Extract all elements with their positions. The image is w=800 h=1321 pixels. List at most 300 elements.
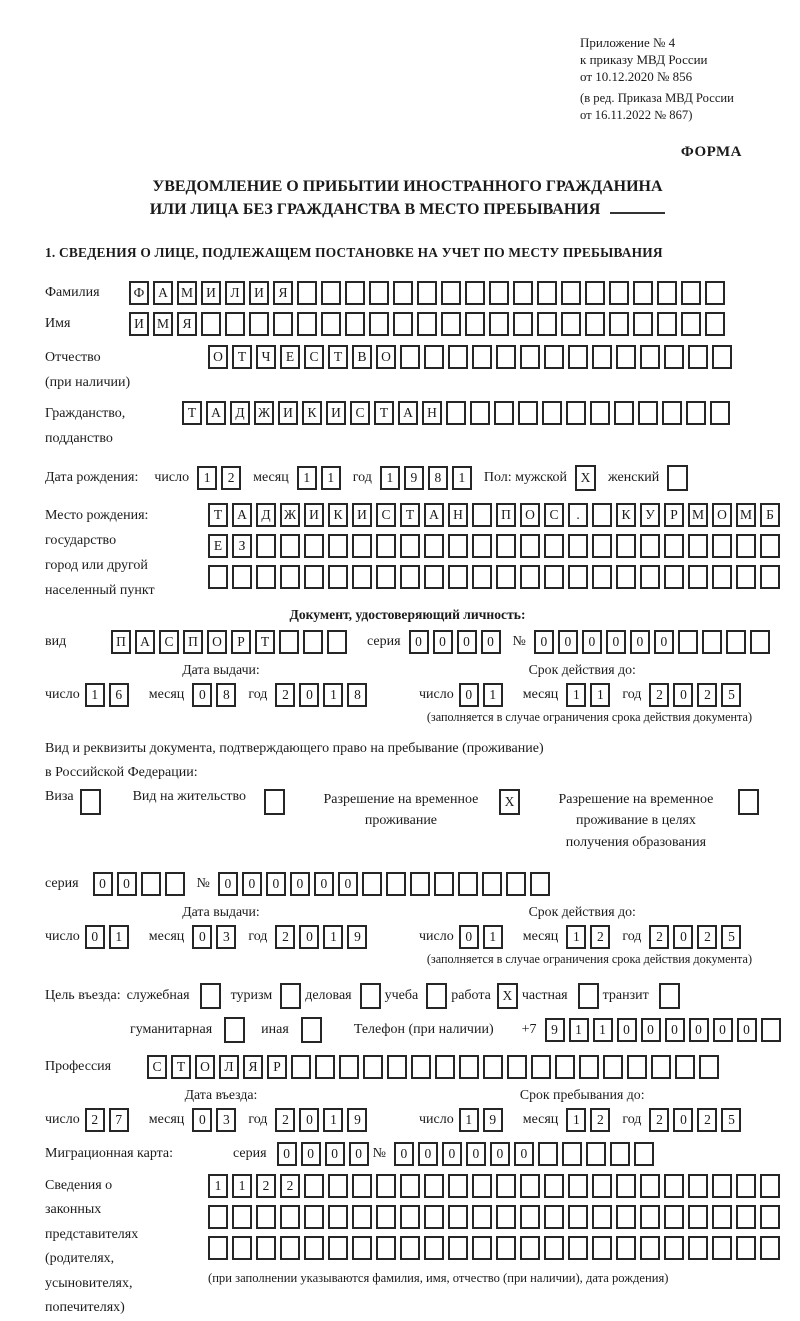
char-cell[interactable]: 1 <box>569 1018 589 1042</box>
char-cell[interactable] <box>712 1174 732 1198</box>
char-cell[interactable]: Ж <box>280 503 300 527</box>
char-cell[interactable] <box>201 312 221 336</box>
char-cell[interactable] <box>566 401 586 425</box>
char-cell[interactable]: 0 <box>606 630 626 654</box>
char-cell[interactable] <box>232 565 252 589</box>
char-cell[interactable] <box>393 312 413 336</box>
char-cell[interactable] <box>304 534 324 558</box>
char-cell[interactable]: Е <box>208 534 228 558</box>
char-cell[interactable]: Ф <box>129 281 149 305</box>
char-cell[interactable]: 0 <box>713 1018 733 1042</box>
char-cell[interactable] <box>352 1174 372 1198</box>
char-cell[interactable] <box>339 1055 359 1079</box>
char-cell[interactable]: У <box>640 503 660 527</box>
char-cell[interactable]: 1 <box>566 1108 586 1132</box>
char-cell[interactable]: Д <box>256 503 276 527</box>
char-cell[interactable] <box>376 1236 396 1260</box>
id-issue-day-grid[interactable] <box>85 683 133 707</box>
char-cell[interactable] <box>256 1236 276 1260</box>
given-name-grid[interactable] <box>129 312 729 336</box>
char-cell[interactable]: 9 <box>347 1108 367 1132</box>
char-cell[interactable]: И <box>304 503 324 527</box>
char-cell[interactable]: 0 <box>641 1018 661 1042</box>
char-cell[interactable] <box>640 534 660 558</box>
purpose-other-checkbox[interactable] <box>301 1017 326 1043</box>
char-cell[interactable] <box>424 1236 444 1260</box>
char-cell[interactable] <box>301 1017 322 1043</box>
char-cell[interactable] <box>345 312 365 336</box>
char-cell[interactable] <box>592 565 612 589</box>
char-cell[interactable] <box>562 1142 582 1166</box>
char-cell[interactable] <box>494 401 514 425</box>
char-cell[interactable]: Б <box>760 503 780 527</box>
char-cell[interactable]: 0 <box>459 683 479 707</box>
char-cell[interactable]: 2 <box>275 925 295 949</box>
char-cell[interactable] <box>678 630 698 654</box>
char-cell[interactable] <box>664 345 684 369</box>
char-cell[interactable] <box>303 630 323 654</box>
char-cell[interactable] <box>633 281 653 305</box>
char-cell[interactable]: Р <box>664 503 684 527</box>
char-cell[interactable]: Т <box>171 1055 191 1079</box>
char-cell[interactable]: 2 <box>275 683 295 707</box>
char-cell[interactable] <box>592 1174 612 1198</box>
char-cell[interactable] <box>520 1174 540 1198</box>
char-cell[interactable]: М <box>177 281 197 305</box>
char-cell[interactable]: X <box>497 983 518 1009</box>
char-cell[interactable] <box>424 1174 444 1198</box>
char-cell[interactable] <box>712 345 732 369</box>
char-cell[interactable]: Д <box>230 401 250 425</box>
char-cell[interactable]: 2 <box>697 925 717 949</box>
char-cell[interactable] <box>531 1055 551 1079</box>
entry-year-grid[interactable] <box>275 1108 371 1132</box>
char-cell[interactable]: 2 <box>697 683 717 707</box>
char-cell[interactable]: К <box>302 401 322 425</box>
char-cell[interactable]: 0 <box>481 630 501 654</box>
char-cell[interactable] <box>761 1018 781 1042</box>
char-cell[interactable]: 1 <box>452 466 472 490</box>
char-cell[interactable] <box>518 401 538 425</box>
char-cell[interactable]: И <box>278 401 298 425</box>
char-cell[interactable]: М <box>736 503 756 527</box>
char-cell[interactable]: 0 <box>630 630 650 654</box>
sex-female-checkbox[interactable] <box>667 465 692 491</box>
char-cell[interactable] <box>472 345 492 369</box>
char-cell[interactable] <box>496 1174 516 1198</box>
permit-issue-day-grid[interactable] <box>85 925 133 949</box>
char-cell[interactable] <box>434 872 454 896</box>
char-cell[interactable] <box>304 1236 324 1260</box>
char-cell[interactable]: О <box>208 345 228 369</box>
char-cell[interactable] <box>256 1205 276 1229</box>
char-cell[interactable] <box>489 281 509 305</box>
char-cell[interactable] <box>568 1236 588 1260</box>
char-cell[interactable]: 0 <box>534 630 554 654</box>
char-cell[interactable]: 0 <box>737 1018 757 1042</box>
char-cell[interactable] <box>465 312 485 336</box>
char-cell[interactable]: 0 <box>192 683 212 707</box>
char-cell[interactable] <box>465 281 485 305</box>
char-cell[interactable] <box>328 534 348 558</box>
char-cell[interactable] <box>280 1236 300 1260</box>
char-cell[interactable]: 1 <box>323 683 343 707</box>
char-cell[interactable] <box>659 983 680 1009</box>
permit-number-grid[interactable] <box>218 872 554 896</box>
char-cell[interactable]: 2 <box>275 1108 295 1132</box>
char-cell[interactable]: 0 <box>85 925 105 949</box>
char-cell[interactable]: Р <box>231 630 251 654</box>
char-cell[interactable] <box>424 345 444 369</box>
char-cell[interactable] <box>537 312 557 336</box>
char-cell[interactable]: 9 <box>545 1018 565 1042</box>
char-cell[interactable]: 0 <box>277 1142 297 1166</box>
char-cell[interactable] <box>304 1205 324 1229</box>
char-cell[interactable] <box>483 1055 503 1079</box>
char-cell[interactable]: С <box>376 503 396 527</box>
char-cell[interactable] <box>470 401 490 425</box>
char-cell[interactable] <box>328 565 348 589</box>
char-cell[interactable] <box>638 401 658 425</box>
char-cell[interactable] <box>472 565 492 589</box>
char-cell[interactable] <box>592 1236 612 1260</box>
char-cell[interactable] <box>705 312 725 336</box>
char-cell[interactable] <box>472 1236 492 1260</box>
char-cell[interactable]: 1 <box>566 925 586 949</box>
doc-type-grid[interactable] <box>111 630 351 654</box>
char-cell[interactable] <box>328 1236 348 1260</box>
phone-grid[interactable] <box>545 1018 785 1042</box>
char-cell[interactable] <box>710 401 730 425</box>
char-cell[interactable]: Т <box>182 401 202 425</box>
char-cell[interactable] <box>400 534 420 558</box>
char-cell[interactable] <box>327 630 347 654</box>
char-cell[interactable]: 0 <box>266 872 286 896</box>
char-cell[interactable] <box>280 565 300 589</box>
char-cell[interactable] <box>482 872 502 896</box>
char-cell[interactable]: 0 <box>459 925 479 949</box>
temp-residence-edu-checkbox[interactable] <box>738 789 763 815</box>
char-cell[interactable]: Р <box>267 1055 287 1079</box>
char-cell[interactable]: 0 <box>673 1108 693 1132</box>
char-cell[interactable]: К <box>328 503 348 527</box>
char-cell[interactable]: 0 <box>457 630 477 654</box>
char-cell[interactable] <box>369 312 389 336</box>
char-cell[interactable]: Т <box>208 503 228 527</box>
char-cell[interactable]: 1 <box>459 1108 479 1132</box>
char-cell[interactable] <box>165 872 185 896</box>
id-valid-year-grid[interactable] <box>649 683 745 707</box>
char-cell[interactable] <box>627 1055 647 1079</box>
char-cell[interactable]: Т <box>232 345 252 369</box>
char-cell[interactable] <box>586 1142 606 1166</box>
legal-rep-grid-row3[interactable] <box>208 1236 784 1260</box>
char-cell[interactable] <box>681 312 701 336</box>
char-cell[interactable]: X <box>499 789 520 815</box>
char-cell[interactable] <box>760 1236 780 1260</box>
char-cell[interactable]: Л <box>219 1055 239 1079</box>
char-cell[interactable]: Е <box>280 345 300 369</box>
char-cell[interactable]: Ж <box>254 401 274 425</box>
char-cell[interactable] <box>376 565 396 589</box>
char-cell[interactable]: 1 <box>208 1174 228 1198</box>
char-cell[interactable] <box>726 630 746 654</box>
char-cell[interactable] <box>688 565 708 589</box>
char-cell[interactable] <box>376 1174 396 1198</box>
char-cell[interactable] <box>640 345 660 369</box>
char-cell[interactable] <box>561 312 581 336</box>
char-cell[interactable] <box>208 1236 228 1260</box>
char-cell[interactable] <box>609 312 629 336</box>
char-cell[interactable] <box>400 1236 420 1260</box>
char-cell[interactable] <box>578 983 599 1009</box>
char-cell[interactable] <box>664 1205 684 1229</box>
sex-male-checkbox[interactable] <box>575 465 600 491</box>
char-cell[interactable]: 2 <box>590 925 610 949</box>
char-cell[interactable]: Т <box>374 401 394 425</box>
char-cell[interactable]: В <box>352 345 372 369</box>
char-cell[interactable] <box>664 1236 684 1260</box>
char-cell[interactable] <box>417 281 437 305</box>
permit-valid-day-grid[interactable] <box>459 925 507 949</box>
birth-month-grid[interactable] <box>297 466 345 490</box>
char-cell[interactable]: А <box>135 630 155 654</box>
char-cell[interactable] <box>362 872 382 896</box>
char-cell[interactable] <box>640 565 660 589</box>
legal-rep-grid-row2[interactable] <box>208 1205 784 1229</box>
char-cell[interactable] <box>667 465 688 491</box>
char-cell[interactable] <box>304 1174 324 1198</box>
char-cell[interactable] <box>640 1174 660 1198</box>
permit-issue-year-grid[interactable] <box>275 925 371 949</box>
char-cell[interactable] <box>410 872 430 896</box>
char-cell[interactable]: 0 <box>242 872 262 896</box>
stay-month-grid[interactable] <box>566 1108 614 1132</box>
char-cell[interactable]: К <box>616 503 636 527</box>
stay-year-grid[interactable] <box>649 1108 745 1132</box>
stay-day-grid[interactable] <box>459 1108 507 1132</box>
char-cell[interactable]: 1 <box>232 1174 252 1198</box>
char-cell[interactable]: 0 <box>418 1142 438 1166</box>
id-series-grid[interactable] <box>409 630 505 654</box>
char-cell[interactable] <box>614 401 634 425</box>
char-cell[interactable]: 1 <box>297 466 317 490</box>
char-cell[interactable] <box>426 983 447 1009</box>
char-cell[interactable] <box>760 1174 780 1198</box>
char-cell[interactable]: И <box>326 401 346 425</box>
char-cell[interactable] <box>736 534 756 558</box>
char-cell[interactable] <box>441 281 461 305</box>
char-cell[interactable]: О <box>712 503 732 527</box>
char-cell[interactable] <box>568 1174 588 1198</box>
char-cell[interactable] <box>472 503 492 527</box>
char-cell[interactable] <box>702 630 722 654</box>
char-cell[interactable]: 0 <box>349 1142 369 1166</box>
char-cell[interactable] <box>472 1205 492 1229</box>
permit-issue-month-grid[interactable] <box>192 925 240 949</box>
char-cell[interactable] <box>280 983 301 1009</box>
char-cell[interactable] <box>448 534 468 558</box>
char-cell[interactable] <box>141 872 161 896</box>
char-cell[interactable] <box>291 1055 311 1079</box>
profession-grid[interactable] <box>147 1055 723 1079</box>
char-cell[interactable] <box>400 345 420 369</box>
char-cell[interactable]: О <box>520 503 540 527</box>
char-cell[interactable]: П <box>183 630 203 654</box>
permit-valid-month-grid[interactable] <box>566 925 614 949</box>
char-cell[interactable]: 0 <box>117 872 137 896</box>
char-cell[interactable] <box>513 312 533 336</box>
char-cell[interactable]: 1 <box>483 683 503 707</box>
char-cell[interactable] <box>386 872 406 896</box>
char-cell[interactable] <box>662 401 682 425</box>
entry-month-grid[interactable] <box>192 1108 240 1132</box>
char-cell[interactable] <box>393 281 413 305</box>
char-cell[interactable] <box>507 1055 527 1079</box>
char-cell[interactable] <box>472 1174 492 1198</box>
permit-series-grid[interactable] <box>93 872 189 896</box>
char-cell[interactable] <box>387 1055 407 1079</box>
char-cell[interactable]: 9 <box>483 1108 503 1132</box>
char-cell[interactable]: 0 <box>325 1142 345 1166</box>
char-cell[interactable]: И <box>129 312 149 336</box>
char-cell[interactable]: 2 <box>256 1174 276 1198</box>
char-cell[interactable]: 1 <box>323 1108 343 1132</box>
char-cell[interactable]: Т <box>255 630 275 654</box>
char-cell[interactable]: 5 <box>721 683 741 707</box>
char-cell[interactable]: А <box>398 401 418 425</box>
char-cell[interactable] <box>458 872 478 896</box>
char-cell[interactable]: 0 <box>218 872 238 896</box>
char-cell[interactable] <box>750 630 770 654</box>
char-cell[interactable] <box>400 1205 420 1229</box>
char-cell[interactable] <box>424 565 444 589</box>
purpose-work-checkbox[interactable] <box>497 983 522 1009</box>
char-cell[interactable] <box>610 1142 630 1166</box>
char-cell[interactable] <box>297 312 317 336</box>
char-cell[interactable]: Л <box>225 281 245 305</box>
char-cell[interactable]: 1 <box>85 683 105 707</box>
char-cell[interactable] <box>441 312 461 336</box>
char-cell[interactable]: 5 <box>721 1108 741 1132</box>
char-cell[interactable]: 6 <box>109 683 129 707</box>
char-cell[interactable] <box>537 281 557 305</box>
char-cell[interactable] <box>363 1055 383 1079</box>
char-cell[interactable]: 1 <box>109 925 129 949</box>
char-cell[interactable]: 0 <box>314 872 334 896</box>
char-cell[interactable]: О <box>376 345 396 369</box>
char-cell[interactable] <box>561 281 581 305</box>
char-cell[interactable]: С <box>350 401 370 425</box>
char-cell[interactable] <box>705 281 725 305</box>
migration-number-grid[interactable] <box>394 1142 658 1166</box>
char-cell[interactable]: 7 <box>109 1108 129 1132</box>
legal-rep-grid-row1[interactable] <box>208 1174 784 1198</box>
char-cell[interactable] <box>520 1236 540 1260</box>
char-cell[interactable]: 0 <box>558 630 578 654</box>
char-cell[interactable] <box>544 1205 564 1229</box>
char-cell[interactable] <box>328 1174 348 1198</box>
purpose-humanitarian-checkbox[interactable] <box>224 1017 249 1043</box>
char-cell[interactable] <box>760 1205 780 1229</box>
char-cell[interactable] <box>664 534 684 558</box>
char-cell[interactable]: 0 <box>299 1108 319 1132</box>
char-cell[interactable]: О <box>207 630 227 654</box>
char-cell[interactable] <box>321 312 341 336</box>
char-cell[interactable] <box>688 534 708 558</box>
char-cell[interactable] <box>352 565 372 589</box>
char-cell[interactable]: И <box>249 281 269 305</box>
char-cell[interactable]: С <box>544 503 564 527</box>
id-valid-month-grid[interactable] <box>566 683 614 707</box>
char-cell[interactable] <box>616 1205 636 1229</box>
char-cell[interactable] <box>657 312 677 336</box>
purpose-business-checkbox[interactable] <box>360 983 385 1009</box>
char-cell[interactable]: 5 <box>721 925 741 949</box>
char-cell[interactable] <box>585 281 605 305</box>
char-cell[interactable] <box>80 789 101 815</box>
char-cell[interactable] <box>273 312 293 336</box>
char-cell[interactable] <box>496 345 516 369</box>
char-cell[interactable] <box>256 565 276 589</box>
char-cell[interactable] <box>736 565 756 589</box>
purpose-tourism-checkbox[interactable] <box>280 983 305 1009</box>
char-cell[interactable]: 3 <box>216 925 236 949</box>
char-cell[interactable]: 1 <box>323 925 343 949</box>
char-cell[interactable]: 9 <box>347 925 367 949</box>
char-cell[interactable] <box>297 281 317 305</box>
char-cell[interactable] <box>513 281 533 305</box>
permit-valid-year-grid[interactable] <box>649 925 745 949</box>
char-cell[interactable] <box>688 345 708 369</box>
char-cell[interactable] <box>555 1055 575 1079</box>
char-cell[interactable] <box>640 1236 660 1260</box>
char-cell[interactable] <box>424 534 444 558</box>
char-cell[interactable] <box>424 1205 444 1229</box>
char-cell[interactable] <box>448 565 468 589</box>
char-cell[interactable] <box>616 565 636 589</box>
char-cell[interactable] <box>688 1236 708 1260</box>
char-cell[interactable]: М <box>688 503 708 527</box>
char-cell[interactable]: 0 <box>433 630 453 654</box>
char-cell[interactable] <box>459 1055 479 1079</box>
char-cell[interactable]: 0 <box>665 1018 685 1042</box>
char-cell[interactable]: 1 <box>593 1018 613 1042</box>
char-cell[interactable]: 8 <box>428 466 448 490</box>
char-cell[interactable] <box>736 1205 756 1229</box>
char-cell[interactable] <box>520 1205 540 1229</box>
char-cell[interactable]: 0 <box>582 630 602 654</box>
char-cell[interactable] <box>520 534 540 558</box>
char-cell[interactable] <box>352 1205 372 1229</box>
char-cell[interactable]: 0 <box>490 1142 510 1166</box>
char-cell[interactable]: 9 <box>404 466 424 490</box>
char-cell[interactable]: С <box>304 345 324 369</box>
char-cell[interactable]: 0 <box>673 925 693 949</box>
char-cell[interactable] <box>496 1236 516 1260</box>
purpose-official-checkbox[interactable] <box>200 983 225 1009</box>
char-cell[interactable]: А <box>153 281 173 305</box>
char-cell[interactable]: Т <box>400 503 420 527</box>
char-cell[interactable] <box>360 983 381 1009</box>
char-cell[interactable]: Н <box>448 503 468 527</box>
char-cell[interactable] <box>352 1236 372 1260</box>
char-cell[interactable] <box>681 281 701 305</box>
char-cell[interactable]: . <box>568 503 588 527</box>
char-cell[interactable]: Я <box>177 312 197 336</box>
char-cell[interactable] <box>592 503 612 527</box>
char-cell[interactable] <box>688 1205 708 1229</box>
